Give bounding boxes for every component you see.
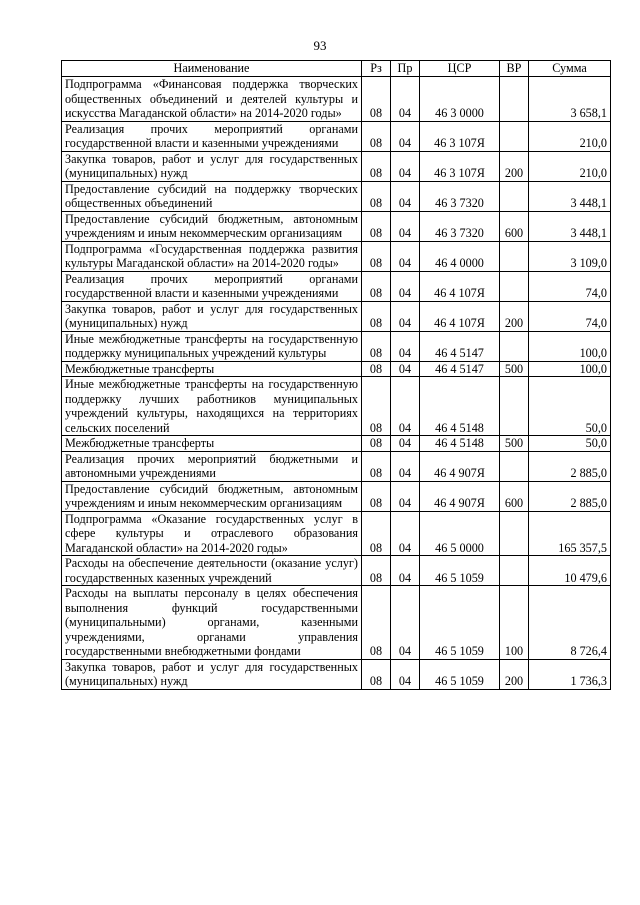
table-row	[62, 331, 611, 361]
cell-name: Реализация прочих мероприятий бюджетными и автономными учреждениями	[62, 451, 362, 481]
cell-rz: 08	[362, 451, 391, 481]
cell-csr: 46 4 5147	[420, 361, 500, 377]
table-row	[62, 121, 611, 151]
table-row	[62, 659, 611, 689]
header-rz: Рз	[362, 61, 391, 77]
cell-rz: 08	[362, 241, 391, 271]
cell-vr: 200	[500, 659, 529, 689]
cell-csr: 46 5 0000	[420, 511, 500, 556]
cell-pr: 04	[391, 77, 420, 122]
header-csr: ЦСР	[420, 61, 500, 77]
cell-name: Предоставление субсидий бюджетным, автономным учреждениям и иным некоммерческим организациям	[62, 211, 362, 241]
cell-sum: 3 448,1	[529, 181, 611, 211]
cell-csr: 46 4 907Я	[420, 451, 500, 481]
header-vr: ВР	[500, 61, 529, 77]
cell-vr: 100	[500, 586, 529, 660]
cell-rz: 08	[362, 301, 391, 331]
cell-csr: 46 4 0000	[420, 241, 500, 271]
cell-name: Закупка товаров, работ и услуг для государственных (муниципальных) нужд	[62, 151, 362, 181]
cell-vr	[500, 556, 529, 586]
cell-name: Иные межбюджетные трансферты на государственную поддержку лучших работников муниципальных учреждений культуры, находящихся на территориях сельских поселений	[62, 377, 362, 436]
cell-sum: 3 658,1	[529, 77, 611, 122]
cell-name: Предоставление субсидий на поддержку творческих общественных объединений	[62, 181, 362, 211]
table-row	[62, 511, 611, 556]
cell-pr: 04	[391, 331, 420, 361]
table-row	[62, 271, 611, 301]
cell-pr: 04	[391, 301, 420, 331]
cell-vr	[500, 451, 529, 481]
cell-sum: 50,0	[529, 377, 611, 436]
cell-name: Межбюджетные трансферты	[62, 361, 362, 377]
cell-name: Межбюджетные трансферты	[62, 436, 362, 452]
cell-vr	[500, 511, 529, 556]
cell-pr: 04	[391, 556, 420, 586]
table-row	[62, 241, 611, 271]
cell-pr: 04	[391, 121, 420, 151]
cell-vr	[500, 377, 529, 436]
cell-vr	[500, 77, 529, 122]
cell-pr: 04	[391, 361, 420, 377]
cell-vr: 200	[500, 301, 529, 331]
cell-pr: 04	[391, 241, 420, 271]
cell-csr: 46 5 1059	[420, 659, 500, 689]
cell-name: Закупка товаров, работ и услуг для государственных (муниципальных) нужд	[62, 301, 362, 331]
cell-name: Иные межбюджетные трансферты на государственную поддержку муниципальных учреждений культуры	[62, 331, 362, 361]
cell-sum: 74,0	[529, 271, 611, 301]
cell-vr: 500	[500, 436, 529, 452]
cell-rz: 08	[362, 121, 391, 151]
cell-name: Реализация прочих мероприятий органами государственной власти и казенными учреждениями	[62, 121, 362, 151]
cell-sum: 2 885,0	[529, 481, 611, 511]
cell-csr: 46 3 107Я	[420, 121, 500, 151]
cell-rz: 08	[362, 271, 391, 301]
cell-sum: 2 885,0	[529, 451, 611, 481]
table-row	[62, 151, 611, 181]
cell-vr: 600	[500, 211, 529, 241]
cell-pr: 04	[391, 211, 420, 241]
cell-csr: 46 4 5148	[420, 377, 500, 436]
cell-sum: 3 448,1	[529, 211, 611, 241]
cell-vr: 600	[500, 481, 529, 511]
cell-csr: 46 4 5148	[420, 436, 500, 452]
cell-pr: 04	[391, 511, 420, 556]
cell-rz: 08	[362, 151, 391, 181]
cell-pr: 04	[391, 451, 420, 481]
cell-name: Расходы на выплаты персоналу в целях обеспечения выполнения функций государственными (муниципальными) органами, казенными учреждениями, органами управления государственными внебюджетными фондами	[62, 586, 362, 660]
cell-sum: 50,0	[529, 436, 611, 452]
cell-rz: 08	[362, 77, 391, 122]
cell-pr: 04	[391, 181, 420, 211]
cell-name: Расходы на обеспечение деятельности (оказание услуг) государственных казенных учреждений	[62, 556, 362, 586]
cell-sum: 165 357,5	[529, 511, 611, 556]
table-row	[62, 361, 611, 377]
cell-csr: 46 3 0000	[420, 77, 500, 122]
cell-vr	[500, 271, 529, 301]
cell-rz: 08	[362, 659, 391, 689]
cell-name: Подпрограмма «Финансовая поддержка творческих общественных объединений и деятелей культуры и искусства Магаданской области» на 2014-2020 годы»	[62, 77, 362, 122]
cell-csr: 46 4 5147	[420, 331, 500, 361]
table-row	[62, 556, 611, 586]
table-row	[62, 301, 611, 331]
header-sum: Сумма	[529, 61, 611, 77]
cell-vr	[500, 241, 529, 271]
cell-vr	[500, 121, 529, 151]
table-row	[62, 77, 611, 122]
cell-rz: 08	[362, 361, 391, 377]
cell-vr: 500	[500, 361, 529, 377]
table-body	[62, 77, 611, 690]
table-row	[62, 181, 611, 211]
cell-name: Реализация прочих мероприятий органами государственной власти и казенными учреждениями	[62, 271, 362, 301]
cell-rz: 08	[362, 511, 391, 556]
header-pr: Пр	[391, 61, 420, 77]
cell-csr: 46 4 907Я	[420, 481, 500, 511]
cell-sum: 3 109,0	[529, 241, 611, 271]
cell-sum: 100,0	[529, 331, 611, 361]
cell-csr: 46 3 7320	[420, 211, 500, 241]
table-row	[62, 481, 611, 511]
cell-rz: 08	[362, 211, 391, 241]
cell-pr: 04	[391, 151, 420, 181]
cell-rz: 08	[362, 331, 391, 361]
cell-pr: 04	[391, 436, 420, 452]
cell-sum: 8 726,4	[529, 586, 611, 660]
cell-vr	[500, 331, 529, 361]
cell-csr: 46 3 7320	[420, 181, 500, 211]
table-row	[62, 436, 611, 452]
cell-name: Предоставление субсидий бюджетным, автономным учреждениям и иным некоммерческим организациям	[62, 481, 362, 511]
cell-pr: 04	[391, 481, 420, 511]
cell-rz: 08	[362, 556, 391, 586]
table-row	[62, 451, 611, 481]
cell-csr: 46 5 1059	[420, 586, 500, 660]
cell-pr: 04	[391, 377, 420, 436]
cell-pr: 04	[391, 659, 420, 689]
cell-rz: 08	[362, 586, 391, 660]
cell-vr	[500, 181, 529, 211]
cell-vr: 200	[500, 151, 529, 181]
cell-sum: 74,0	[529, 301, 611, 331]
cell-name: Закупка товаров, работ и услуг для государственных (муниципальных) нужд	[62, 659, 362, 689]
cell-csr: 46 4 107Я	[420, 301, 500, 331]
table-row	[62, 586, 611, 660]
cell-csr: 46 3 107Я	[420, 151, 500, 181]
cell-sum: 1 736,3	[529, 659, 611, 689]
cell-name: Подпрограмма «Оказание государственных услуг в сфере культуры и отраслевого образования Магаданской области» на 2014-2020 годы»	[62, 511, 362, 556]
cell-sum: 210,0	[529, 151, 611, 181]
cell-csr: 46 5 1059	[420, 556, 500, 586]
header-name: Наименование	[62, 61, 362, 77]
cell-rz: 08	[362, 377, 391, 436]
cell-rz: 08	[362, 436, 391, 452]
cell-sum: 100,0	[529, 361, 611, 377]
page-number: 93	[313, 38, 327, 53]
budget-table	[61, 60, 611, 690]
cell-sum: 10 479,6	[529, 556, 611, 586]
table-row	[62, 377, 611, 436]
cell-sum: 210,0	[529, 121, 611, 151]
cell-csr: 46 4 107Я	[420, 271, 500, 301]
header-row	[62, 61, 611, 77]
cell-rz: 08	[362, 481, 391, 511]
cell-name: Подпрограмма «Государственная поддержка развития культуры Магаданской области» на 2014-2020 годы»	[62, 241, 362, 271]
cell-pr: 04	[391, 586, 420, 660]
cell-pr: 04	[391, 271, 420, 301]
table-row	[62, 211, 611, 241]
cell-rz: 08	[362, 181, 391, 211]
